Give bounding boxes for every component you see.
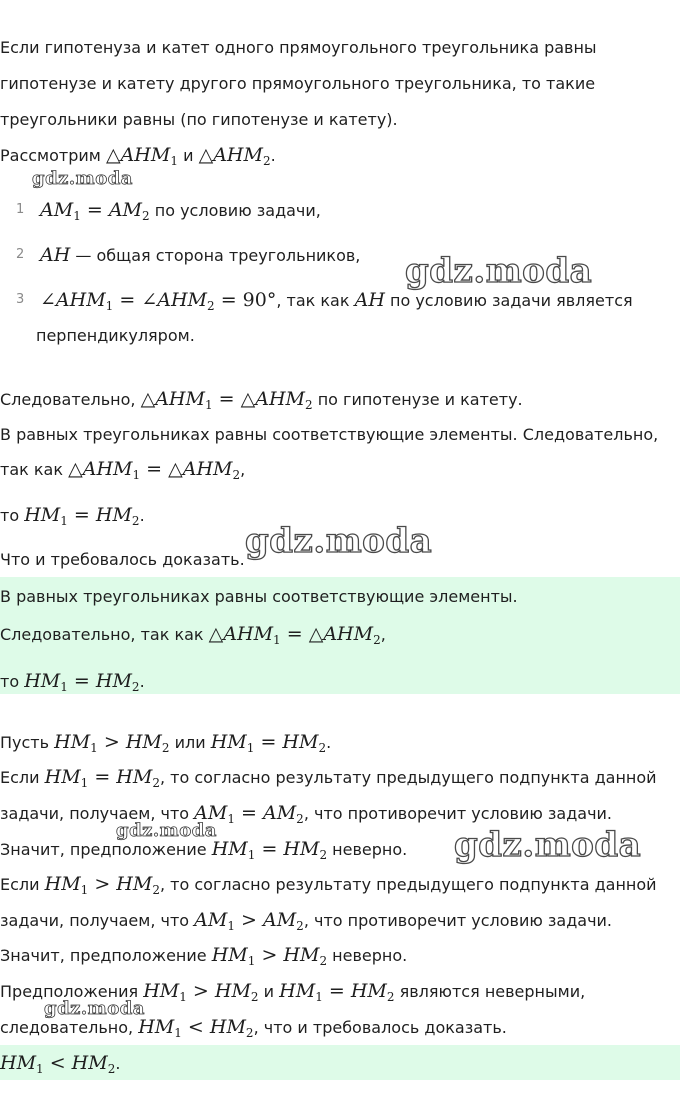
list-number: 3 bbox=[16, 292, 25, 307]
paragraph-line: гипотенузе и катету другого прямоугольного треугольника, то такие bbox=[0, 74, 596, 93]
text: Пусть bbox=[0, 733, 50, 752]
answer-box bbox=[0, 577, 680, 694]
formula: $HM_1 < HM_2$ bbox=[138, 1016, 254, 1040]
text: Значит, предположение bbox=[0, 946, 207, 965]
paragraph-line: так как $\triangle AHM_1$ = $\triangle AHM_2$, bbox=[0, 458, 246, 482]
paragraph-line bbox=[0, 388, 523, 411]
list-number: 2 bbox=[16, 247, 25, 262]
text: или bbox=[174, 733, 206, 752]
formula: $HM_1 < HM_2$ bbox=[0, 1052, 116, 1076]
formula: $HM_1 > HM_2$ bbox=[211, 944, 328, 968]
formula: $AM_1 = AM_2$ bbox=[194, 802, 304, 826]
list-item bbox=[40, 289, 633, 312]
text: и bbox=[183, 146, 194, 165]
watermark: gdz.moda bbox=[116, 820, 217, 841]
text: по условию задачи является bbox=[390, 291, 633, 310]
watermark: gdz.moda bbox=[44, 998, 145, 1019]
list-item-continuation: перпендикуляром. bbox=[36, 326, 195, 345]
formula: $HM_1 > HM_2$ bbox=[143, 980, 259, 1004]
text: являются неверными, bbox=[399, 982, 586, 1001]
watermark: gdz.moda bbox=[454, 825, 642, 865]
text: и bbox=[263, 982, 275, 1001]
formula: $HM_1 = HM_2$ bbox=[44, 766, 160, 790]
paragraph-line bbox=[0, 909, 612, 932]
text: Предположения bbox=[0, 982, 139, 1001]
consider-line: Рассмотрим $\triangle AHM_1$ и $\triangle AHM_2$. bbox=[0, 144, 276, 168]
text: Если bbox=[0, 875, 40, 894]
text: , что противоречит условию задачи. bbox=[303, 911, 613, 930]
watermark: gdz.moda bbox=[405, 251, 593, 291]
text: то bbox=[0, 672, 20, 691]
text: , что противоречит условию задачи. bbox=[303, 804, 613, 823]
paragraph-line: Пусть $HM_1 > HM_2$ или $HM_1 = HM_2$. bbox=[0, 731, 332, 755]
paragraph-line bbox=[0, 838, 407, 861]
text: неверно. bbox=[332, 840, 408, 859]
text: неверно. bbox=[332, 946, 408, 965]
formula: $\triangle AHM_2$ bbox=[198, 144, 271, 168]
formula: $HM_1 = HM_2$ bbox=[24, 504, 140, 528]
answer-line: то $HM_1 = HM_2$. bbox=[0, 670, 145, 694]
list-number: 1 bbox=[16, 202, 25, 217]
paragraph-line: В равных треугольниках равны соответствующие элементы. Следовательно, bbox=[0, 425, 659, 444]
text: задачи, получаем, что bbox=[0, 804, 190, 823]
formula: $\triangle AHM_1$ bbox=[105, 144, 178, 168]
paragraph-line bbox=[0, 1016, 507, 1039]
formula: $HM_1 = HM_2$ bbox=[24, 670, 140, 694]
text: Следовательно, bbox=[0, 390, 136, 409]
text: то bbox=[0, 506, 20, 525]
text: так как bbox=[0, 460, 64, 479]
answer-line: Следовательно, так как $\triangle AHM_1$ = $\triangle AHM_2$, bbox=[0, 623, 386, 647]
text: следовательно, bbox=[0, 1018, 134, 1037]
paragraph-line: то $HM_1 = HM_2$. bbox=[0, 504, 145, 528]
paragraph-line: треугольники равны (по гипотенузе и катету). bbox=[0, 110, 398, 129]
formula: AH bbox=[40, 244, 71, 266]
paragraph-line bbox=[0, 944, 407, 967]
answer-box bbox=[0, 1045, 680, 1080]
paragraph-line bbox=[0, 766, 657, 789]
text: задачи, получаем, что bbox=[0, 911, 190, 930]
text: Значит, предположение bbox=[0, 840, 207, 859]
formula: $HM_1 = HM_2$ bbox=[279, 980, 395, 1004]
list-item bbox=[40, 199, 321, 222]
answer-line: $HM_1 < HM_2$. bbox=[0, 1052, 121, 1076]
formula: $\triangle AHM_1$ = $\triangle AHM_2$ bbox=[208, 623, 381, 647]
paragraph-line: Что и требовалось доказать. bbox=[0, 550, 245, 569]
list-item bbox=[40, 244, 360, 267]
paragraph-line bbox=[0, 873, 657, 896]
formula: $HM_1 = HM_2$ bbox=[210, 731, 327, 755]
watermark: gdz.moda bbox=[32, 168, 133, 189]
text: , то согласно результату предыдущего подпункта данной bbox=[159, 768, 657, 787]
text: Следовательно, так как bbox=[0, 625, 204, 644]
text: Рассмотрим bbox=[0, 146, 101, 165]
paragraph-line: Если гипотенуза и катет одного прямоугольного треугольника равны bbox=[0, 38, 597, 57]
formula: $HM_1 = HM_2$ bbox=[211, 838, 328, 862]
formula: $AM_1 > AM_2$ bbox=[194, 909, 304, 933]
answer-line: В равных треугольниках равны соответствующие элементы. bbox=[0, 587, 518, 606]
text: — общая сторона треугольников, bbox=[75, 246, 361, 265]
watermark: gdz.moda bbox=[245, 521, 433, 561]
formula: $\triangle AHM_1$ = $\triangle AHM_2$ bbox=[140, 388, 313, 412]
paragraph-line bbox=[0, 802, 612, 825]
formula: $AM_1 = AM_2$ bbox=[40, 199, 150, 223]
text: по гипотенузе и катету. bbox=[317, 390, 523, 409]
text: Если bbox=[0, 768, 40, 787]
formula: $\triangle AHM_1$ = $\triangle AHM_2$ bbox=[68, 458, 241, 482]
formula: $HM_1 > HM_2$ bbox=[44, 873, 160, 897]
text: , так как bbox=[276, 291, 350, 310]
formula: $\angle AHM_1$ = $\angle AHM_2 = 90^\circ$ bbox=[40, 289, 277, 313]
formula: AH bbox=[354, 289, 385, 311]
formula: $HM_1 > HM_2$ bbox=[54, 731, 170, 755]
text: , то согласно результату предыдущего подпункта данной bbox=[159, 875, 657, 894]
text: , что и требовалось доказать. bbox=[253, 1018, 507, 1037]
text: по условию задачи, bbox=[154, 201, 321, 220]
